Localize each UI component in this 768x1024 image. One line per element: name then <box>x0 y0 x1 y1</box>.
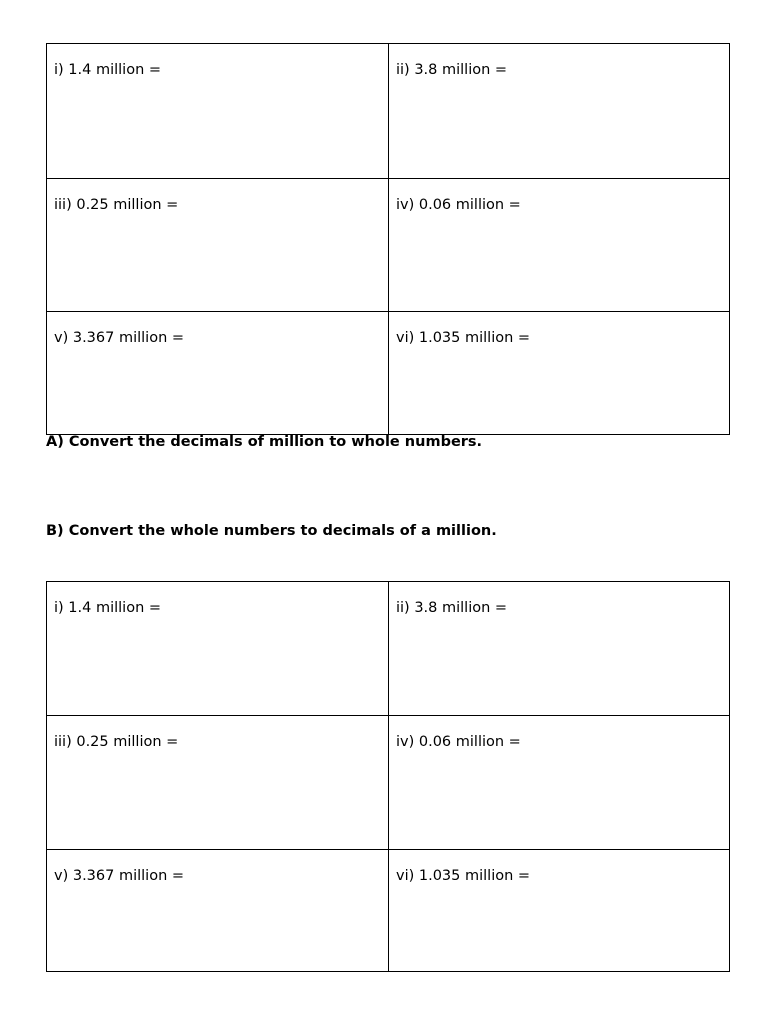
exercise-cell <box>389 850 729 971</box>
exercise-prompt: ii) 3.8 million = <box>396 600 508 616</box>
exercise-cell <box>47 44 389 179</box>
exercise-cell <box>47 716 389 850</box>
exercise-prompt: vi) 1.035 million = <box>396 330 531 346</box>
exercise-cell <box>47 179 389 312</box>
exercise-cell <box>389 179 729 312</box>
exercise-prompt: ii) 3.8 million = <box>396 62 508 78</box>
exercise-cell <box>47 312 389 434</box>
exercise-prompt: iv) 0.06 million = <box>396 734 521 750</box>
exercise-prompt: i) 1.4 million = <box>54 600 162 616</box>
exercise-prompt: iii) 0.25 million = <box>54 734 179 750</box>
exercise-prompt: v) 3.367 million = <box>54 868 185 884</box>
exercise-grid-a <box>46 43 730 435</box>
exercise-prompt: iv) 0.06 million = <box>396 197 521 213</box>
exercise-cell <box>389 582 729 716</box>
exercise-grid-b <box>46 581 730 972</box>
section-b-heading: B) Convert the whole numbers to decimals of a million. <box>46 523 497 539</box>
section-a-heading: A) Convert the decimals of million to whole numbers. <box>46 434 483 450</box>
exercise-prompt: v) 3.367 million = <box>54 330 185 346</box>
exercise-cell <box>389 44 729 179</box>
exercise-cell <box>389 312 729 434</box>
exercise-prompt: i) 1.4 million = <box>54 62 162 78</box>
exercise-cell <box>47 582 389 716</box>
exercise-cell <box>47 850 389 971</box>
exercise-prompt: vi) 1.035 million = <box>396 868 531 884</box>
exercise-prompt: iii) 0.25 million = <box>54 197 179 213</box>
exercise-cell <box>389 716 729 850</box>
